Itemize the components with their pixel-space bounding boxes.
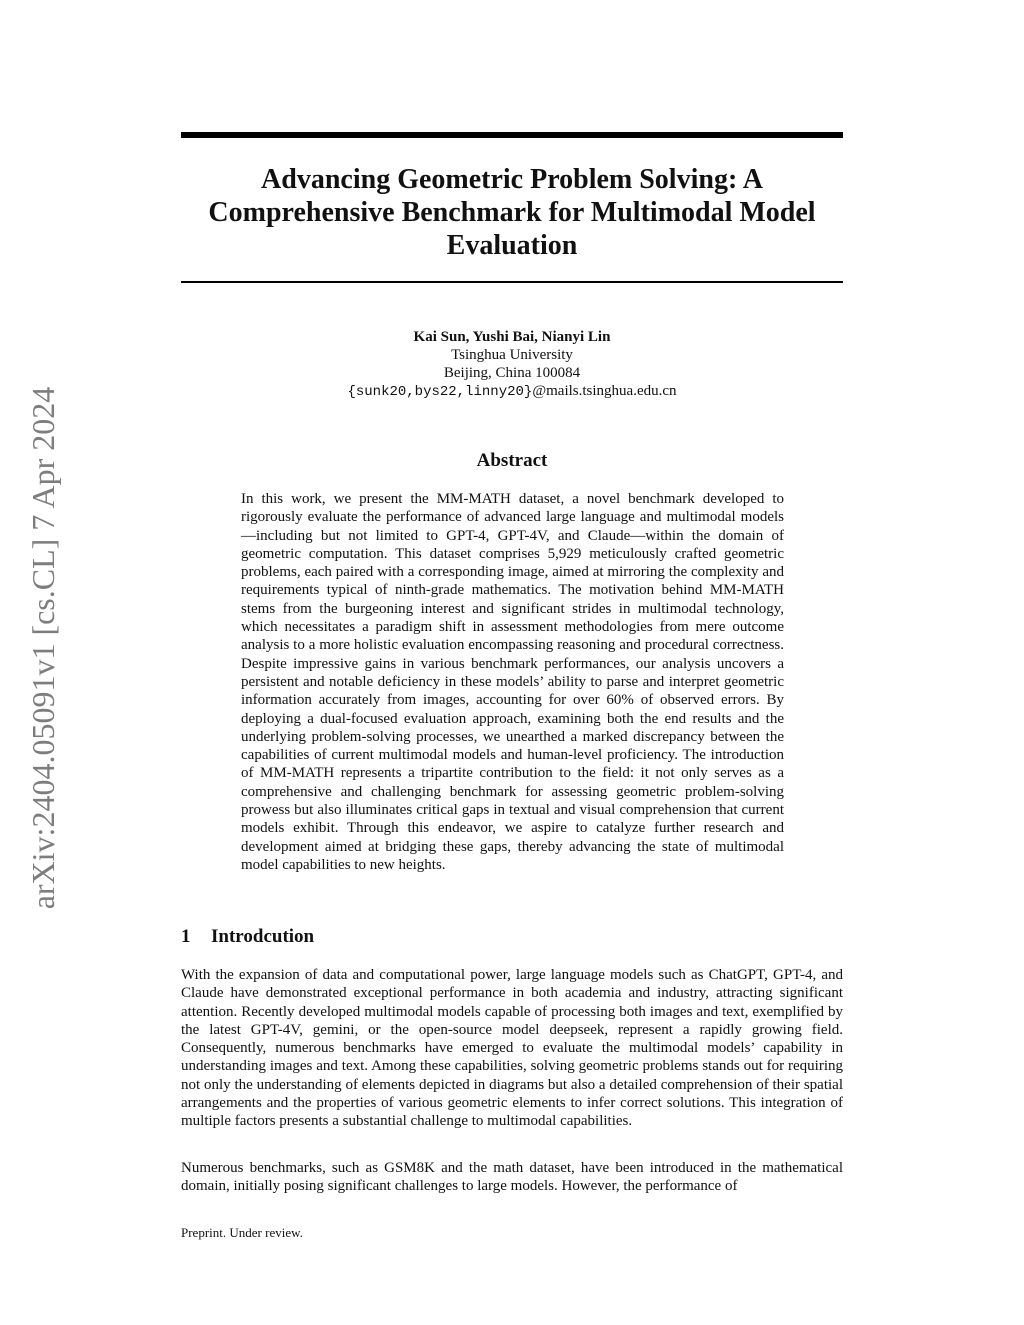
section-title: Introdcution [211, 926, 315, 947]
title-top-rule [181, 132, 843, 138]
section-number: 1 [181, 926, 191, 947]
intro-paragraph: Numerous benchmarks, such as GSM8K and the math dataset, have been introduced in the mathematical domain, initially posing significant challenges to large models. However, the performance of [181, 1160, 843, 1195]
abstract-heading: Abstract [476, 450, 548, 471]
section-heading [181, 926, 843, 948]
footer-note: Preprint. Under review. [181, 1225, 303, 1240]
author-block [181, 328, 843, 401]
author-email-domain: @mails.tsinghua.edu.cn [532, 383, 677, 399]
author-location: Beijing, China 100084 [443, 365, 581, 381]
author-email [181, 382, 843, 401]
author-names: Kai Sun, Yushi Bai, Nianyi Lin [413, 329, 611, 345]
title-bottom-rule [181, 281, 843, 283]
paper-title: Advancing Geometric Problem Solving: A Comprehensive Benchmark for Multimodal Model Evaluation [208, 164, 816, 261]
author-email-user: {sunk20,bys22,linny20} [347, 384, 533, 400]
intro-paragraph: With the expansion of data and computational power, large language models such as ChatGPT, GPT-4, and Claude have demonstrated exceptional performance in both academia and industry, attracting significant attention. Recently developed multimodal models capable of processing both images and text, exemplified by the latest GPT-4V, gemini, or the open-source model deepseek, represent a rapidly growing field. Consequently, numerous benchmarks have emerged to evaluate the multimodal models’ capability in understanding images and text. Among these capabilities, solving geometric problems stands out for requiring not only the understanding of elements depicted in diagrams but also a detailed comprehension of their spatial arrangements and the properties of various geometric elements to infer correct solutions. This integration of multiple factors presents a substantial challenge to multimodal capabilities. [181, 967, 843, 1130]
arxiv-identifier: arXiv:2404.05091v1 [cs.CL] 7 Apr 2024 [25, 386, 61, 910]
author-affiliation: Tsinghua University [451, 347, 573, 363]
abstract-text: In this work, we present the MM-MATH dataset, a novel benchmark developed to rigorously evaluate the performance of advanced large language and multimodal models—including but not limited to GPT-4, GPT-4V, and Claude—within the domain of geometric computation. This dataset comprises 5,929 meticulously crafted geometric problems, each paired with a corresponding image, aimed at mirroring the complexity and requirements typical of ninth-grade mathematics. The motivation behind MM-MATH stems from the burgeoning interest and significant strides in multimodal technology, which necessitates a paradigm shift in assessment methodologies from mere outcome analysis to a more holistic evaluation encompassing reasoning and procedural correctness. Despite impressive gains in various benchmark performances, our analysis uncovers a persistent and notable deficiency in these models’ ability to parse and interpret geometric information accurately from images, accounting for over 60% of observed errors. By deploying a dual-focused evaluation approach, examining both the end results and the underlying problem-solving processes, we unearthed a marked discrepancy between the capabilities of current multimodal models and human-level proficiency. The introduction of MM-MATH represents a tripartite contribution to the field: it not only serves as a comprehensive and challenging benchmark for assessing geometric problem-solving prowess but also illuminates critical gaps in textual and visual comprehension that current models exhibit. Through this endeavor, we aspire to catalyze further research and development aimed at bridging these gaps, thereby advancing the state of multimodal model capabilities to new heights. [241, 491, 784, 873]
